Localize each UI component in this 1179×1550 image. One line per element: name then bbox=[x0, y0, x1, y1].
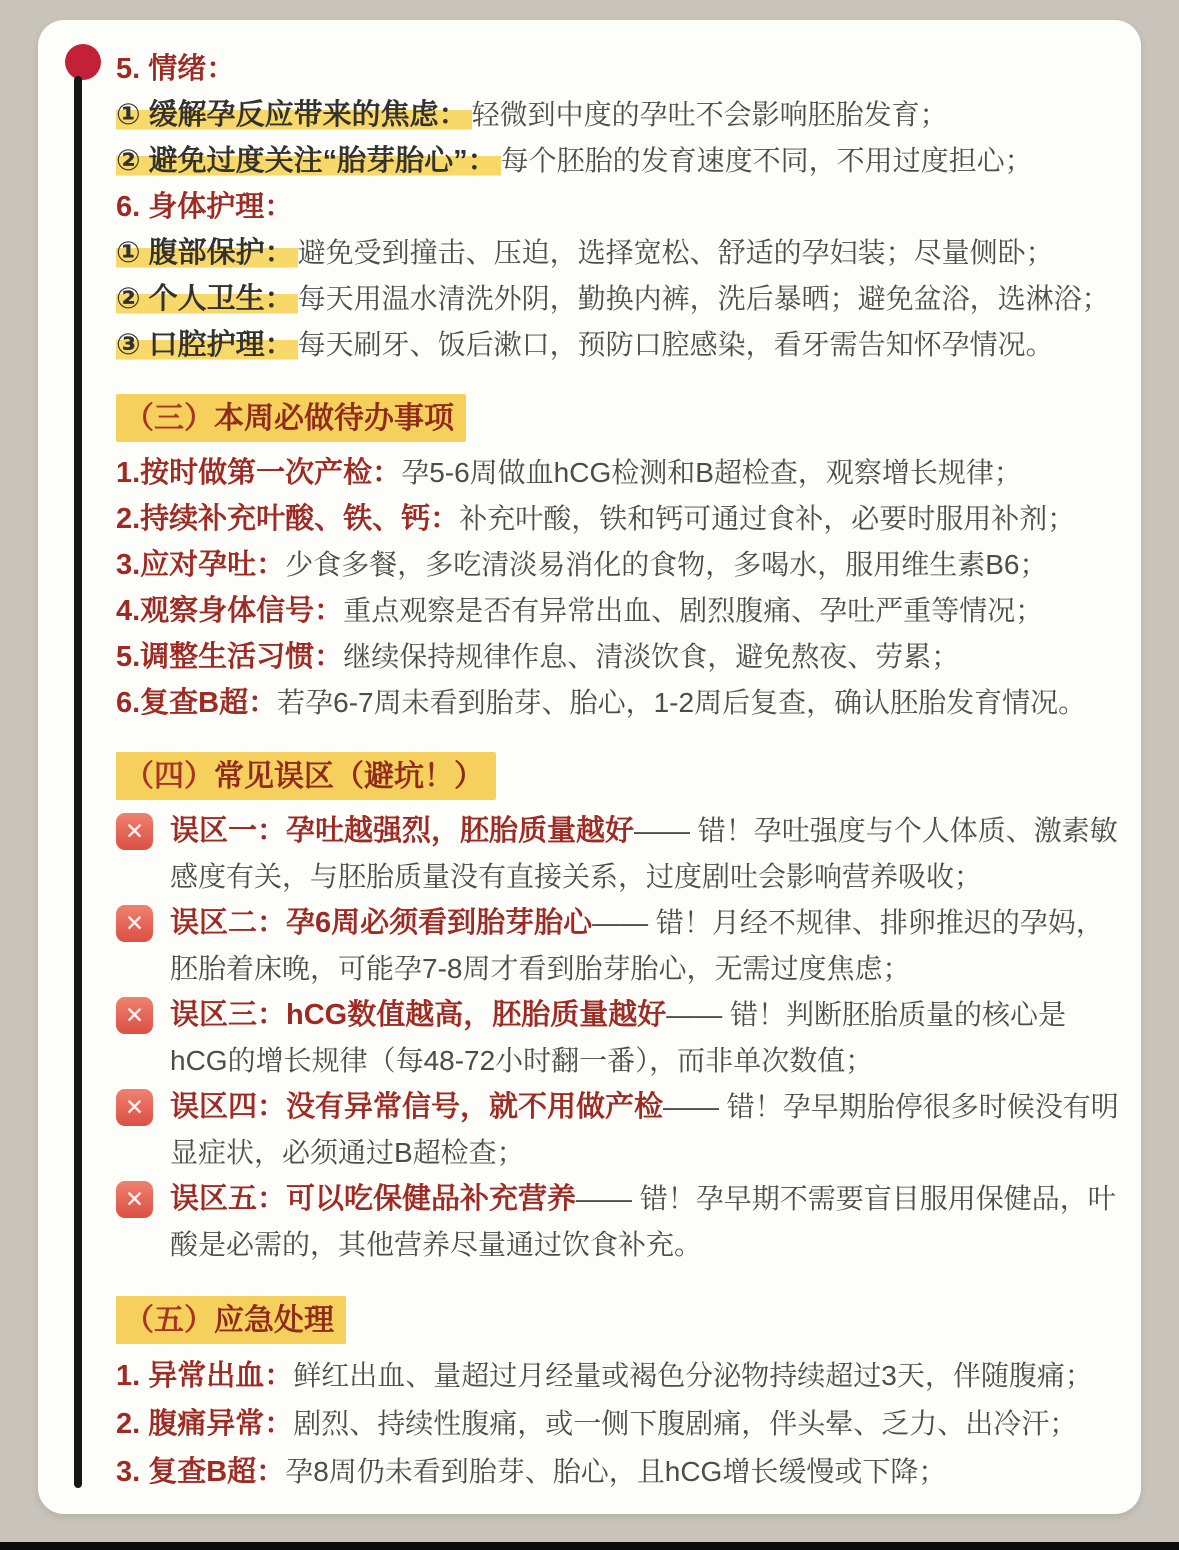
section-title: 本周必做待办事项 bbox=[214, 402, 454, 435]
error-cross-icon: ✕ bbox=[116, 997, 153, 1034]
item-label: 5.调整生活习惯： bbox=[116, 641, 344, 673]
section-title: 应急处理 bbox=[214, 1304, 334, 1337]
todo-item bbox=[116, 496, 1119, 542]
note-content bbox=[38, 20, 1141, 1496]
list-item bbox=[116, 92, 1119, 138]
item-label: 误区五：可以吃保健品补充营养 bbox=[170, 1183, 577, 1215]
emergency-item bbox=[116, 1400, 1119, 1448]
item-label: 2.持续补充叶酸、铁、钙： bbox=[116, 503, 460, 535]
note-card bbox=[38, 20, 1141, 1514]
photo-bottom-edge bbox=[0, 1542, 1179, 1550]
section-myths-heading bbox=[116, 752, 1119, 800]
list-item bbox=[116, 322, 1119, 368]
error-cross-icon: ✕ bbox=[116, 813, 153, 850]
item-head-highlighted: ② 避免过度关注“胎芽胎心”： bbox=[116, 145, 501, 177]
error-cross-icon: ✕ bbox=[116, 905, 153, 942]
section-6-title: 6. 身体护理： bbox=[116, 191, 294, 223]
item-body: 每天刷牙、饭后漱口，预防口腔感染，看牙需告知怀孕情况。 bbox=[297, 329, 1054, 360]
item-head-highlighted: ② 个人卫生： bbox=[116, 283, 298, 315]
item-body: 轻微到中度的孕吐不会影响胚胎发育； bbox=[471, 99, 948, 130]
todo-item bbox=[116, 542, 1119, 588]
item-label: 6.复查B超： bbox=[116, 687, 278, 719]
todo-item bbox=[116, 588, 1119, 634]
item-body: —— 错！孕早期胎停很多时候没有明显症状，必须通过B超检查； bbox=[170, 1091, 1119, 1168]
item-label: 误区四：没有异常信号，就不用做产检 bbox=[170, 1091, 664, 1123]
item-head-highlighted: ① 腹部保护： bbox=[116, 237, 298, 269]
item-body: 继续保持规律作息、清淡饮食，避免熬夜、劳累； bbox=[343, 641, 960, 672]
list-item bbox=[116, 138, 1119, 184]
section-heading-highlight bbox=[116, 752, 496, 800]
error-cross-icon: ✕ bbox=[116, 1089, 153, 1126]
item-label: 误区二：孕6周必须看到胎芽胎心 bbox=[170, 907, 593, 939]
emergency-item bbox=[116, 1352, 1119, 1400]
item-body: —— 错！孕吐强度与个人体质、激素敏感度有关，与胚胎质量没有直接关系，过度剧吐会影响营养吸收； bbox=[170, 815, 1118, 892]
item-label: 1.按时做第一次产检： bbox=[116, 457, 402, 489]
item-body: 鲜红出血、量超过月经量或褐色分泌物持续超过3天，伴随腹痛； bbox=[293, 1360, 1093, 1391]
item-body: 孕5-6周做血hCG检测和B超检查，观察增长规律； bbox=[401, 457, 1022, 488]
section-heading-highlight bbox=[116, 394, 466, 442]
item-body: 若孕6-7周未看到胎芽、胎心，1-2周后复查，确认胚胎发育情况。 bbox=[277, 687, 1087, 718]
error-cross-icon: ✕ bbox=[116, 1181, 153, 1218]
item-body: —— 错！孕早期不需要盲目服用保健品，叶酸是必需的，其他营养尽量通过饮食补充。 bbox=[170, 1183, 1116, 1260]
item-body: 每个胚胎的发育速度不同，不用过度担心； bbox=[500, 145, 1033, 176]
item-label: 误区一：孕吐越强烈，胚胎质量越好 bbox=[170, 815, 635, 847]
section-heading-highlight bbox=[116, 1296, 346, 1344]
item-label: 4.观察身体信号： bbox=[116, 595, 344, 627]
item-body: —— 错！月经不规律、排卵推迟的孕妈，胚胎着床晚，可能孕7-8周才看到胎芽胎心，无需过度焦虑； bbox=[170, 907, 1104, 984]
misconception-item bbox=[116, 900, 1119, 992]
item-label: 3. 复查B超： bbox=[116, 1456, 286, 1488]
todo-item bbox=[116, 450, 1119, 496]
item-label: 3.应对孕吐： bbox=[116, 549, 286, 581]
section-5-title: 5. 情绪： bbox=[116, 53, 236, 85]
section-number: （四） bbox=[124, 760, 214, 793]
item-body: 少食多餐，多吃清淡易消化的食物，多喝水，服用维生素B6； bbox=[285, 549, 1048, 580]
todo-item bbox=[116, 634, 1119, 680]
item-body: 每天用温水清洗外阴，勤换内裤，洗后暴晒；避免盆浴，选淋浴； bbox=[297, 283, 1110, 314]
misconception-item bbox=[116, 992, 1119, 1084]
item-body: 剧烈、持续性腹痛，或一侧下腹剧痛，伴头晕、乏力、出冷汗； bbox=[293, 1408, 1078, 1439]
item-body: —— 错！判断胚胎质量的核心是hCG的增长规律（每48-72小时翻一番），而非单次数值； bbox=[170, 999, 1066, 1076]
item-body: 补充叶酸，铁和钙可通过食补，必要时服用补剂； bbox=[459, 503, 1076, 534]
item-body: 避免受到撞击、压迫，选择宽松、舒适的孕妇装；尽量侧卧； bbox=[297, 237, 1054, 268]
emergency-item bbox=[116, 1448, 1119, 1496]
item-label: 1. 异常出血： bbox=[116, 1360, 294, 1392]
item-head-highlighted: ① 缓解孕反应带来的焦虑： bbox=[116, 99, 472, 131]
list-item bbox=[116, 230, 1119, 276]
todo-item bbox=[116, 680, 1119, 726]
section-number: （五） bbox=[124, 1304, 214, 1337]
section-todo-heading bbox=[116, 394, 1119, 442]
misconception-item bbox=[116, 808, 1119, 900]
misconception-item bbox=[116, 1176, 1119, 1268]
item-body: 重点观察是否有异常出血、剧烈腹痛、孕吐严重等情况； bbox=[343, 595, 1044, 626]
section-emergency-heading bbox=[116, 1296, 1119, 1344]
section-title: 常见误区（避坑！） bbox=[214, 760, 484, 793]
item-label: 误区三：hCG数值越高，胚胎质量越好 bbox=[170, 999, 667, 1031]
item-label: 2. 腹痛异常： bbox=[116, 1408, 294, 1440]
item-head-highlighted: ③ 口腔护理： bbox=[116, 329, 298, 361]
section-number: （三） bbox=[124, 402, 214, 435]
misconception-item bbox=[116, 1084, 1119, 1176]
item-body: 孕8周仍未看到胎芽、胎心，且hCG增长缓慢或下降； bbox=[285, 1456, 947, 1487]
list-item bbox=[116, 276, 1119, 322]
